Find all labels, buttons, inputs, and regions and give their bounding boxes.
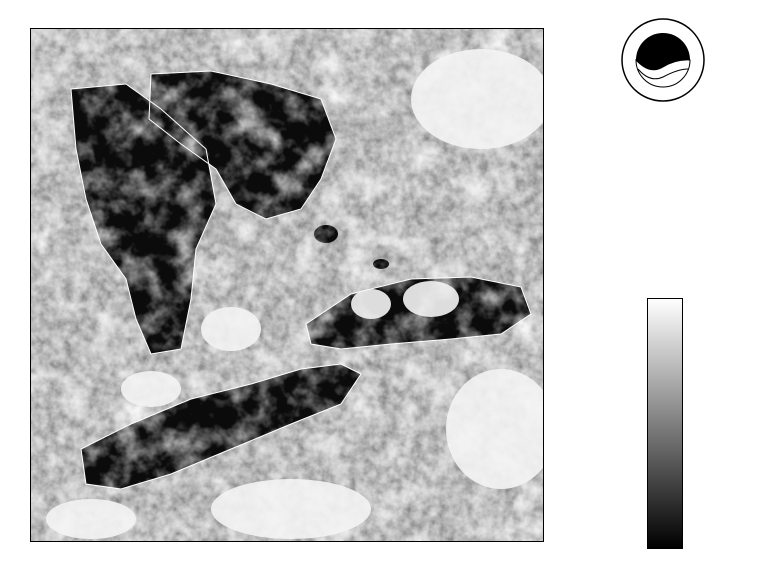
noaa-logo xyxy=(620,17,706,103)
satellite-image xyxy=(30,28,544,542)
reflectance-colorbar xyxy=(647,298,683,549)
